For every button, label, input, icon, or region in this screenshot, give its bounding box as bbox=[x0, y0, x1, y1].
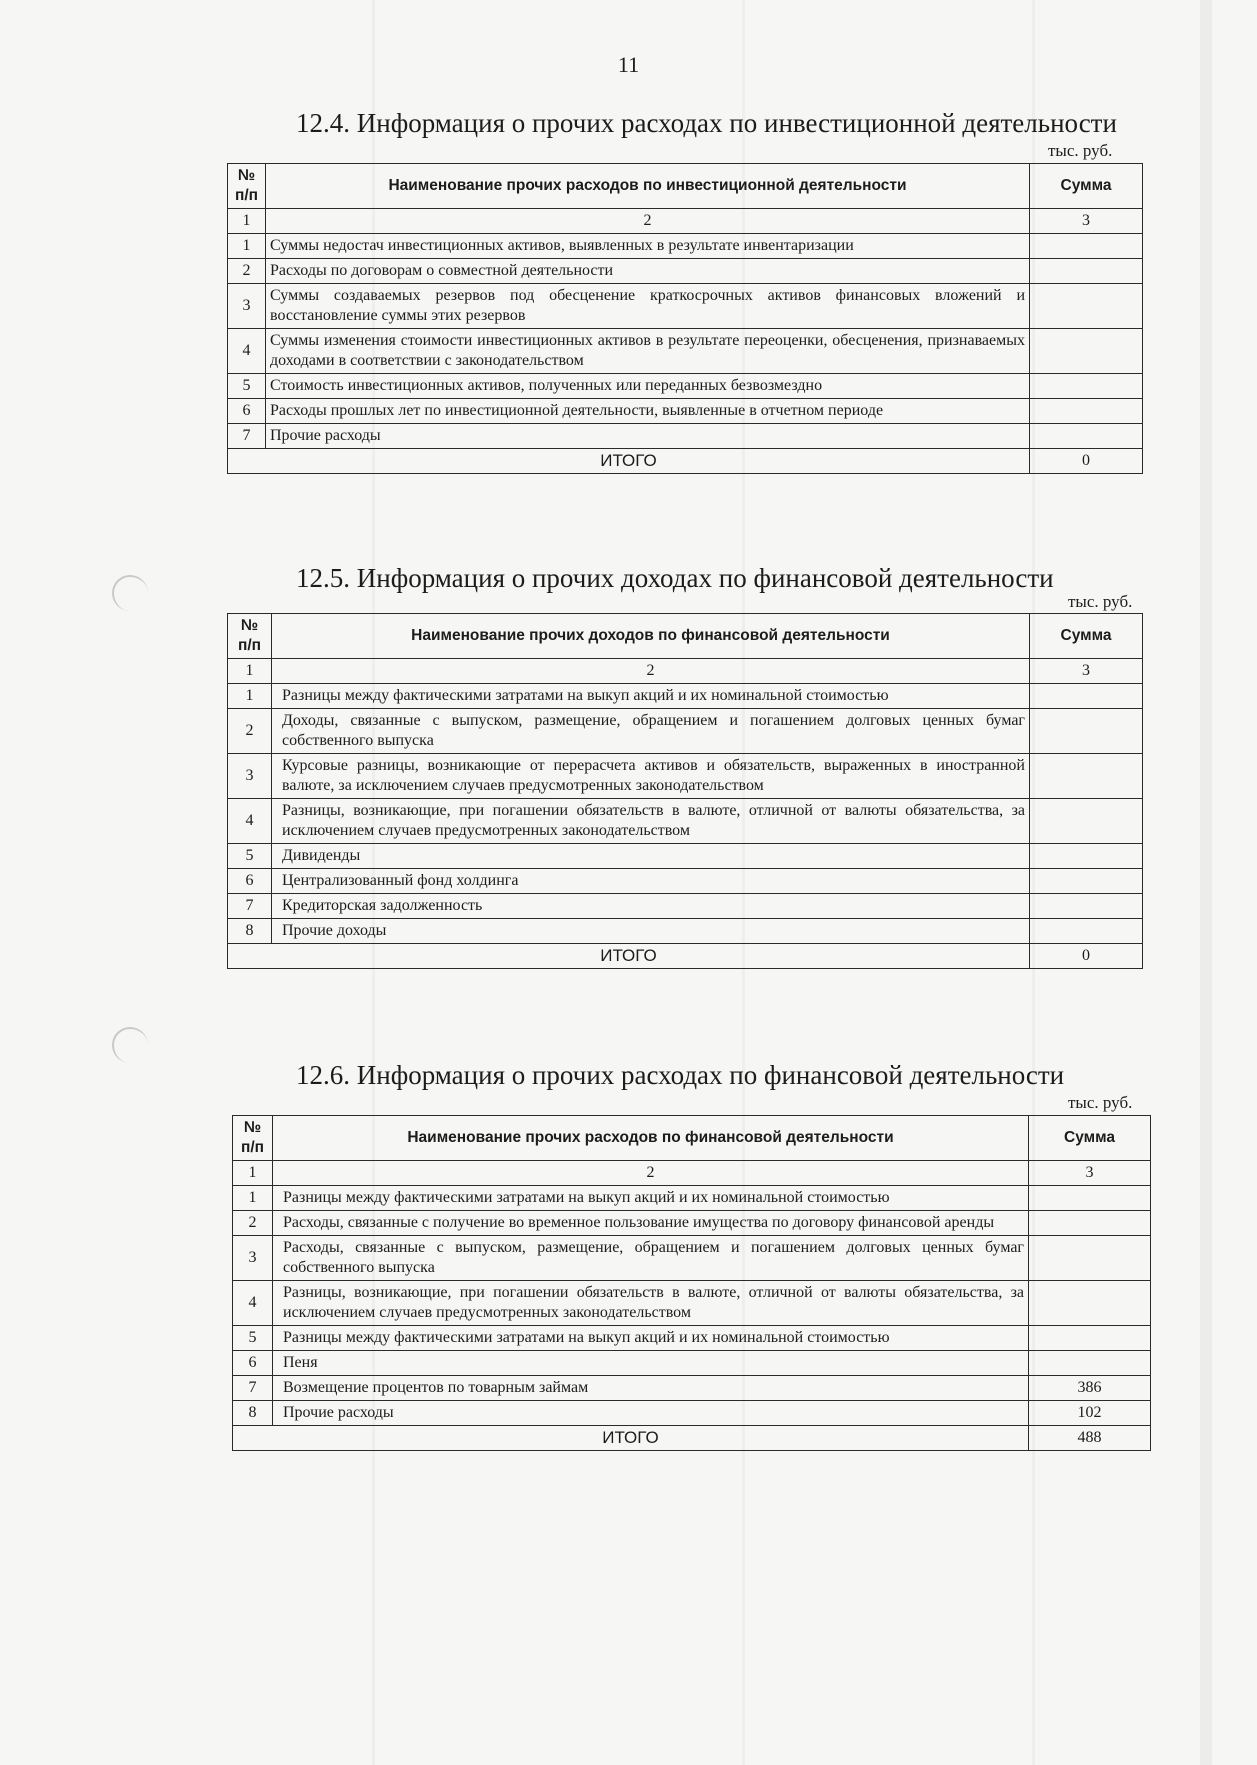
row-description: Суммы создаваемых резервов под обесценение краткосрочных активов финансовых вложений и восстановление суммы этих резервов bbox=[266, 284, 1030, 329]
row-description: Прочие расходы bbox=[266, 424, 1030, 449]
row-number: 4 bbox=[233, 1281, 273, 1326]
row-description: Разницы, возникающие, при погашении обязательств в валюте, отличной от валюты обязательства, за исключением случаев предусмотренных законодательством bbox=[272, 799, 1030, 844]
column-index-row bbox=[233, 1161, 1151, 1186]
row-sum bbox=[1030, 424, 1143, 449]
column-header-number: № п/п bbox=[233, 1116, 273, 1161]
row-description: Прочие расходы bbox=[273, 1401, 1029, 1426]
row-number: 5 bbox=[233, 1326, 273, 1351]
column-header-name: Наименование прочих расходов по инвестиционной деятельности bbox=[266, 164, 1030, 209]
row-number: 1 bbox=[233, 1186, 273, 1211]
row-number: 3 bbox=[228, 754, 272, 799]
row-sum bbox=[1029, 1351, 1151, 1376]
row-description: Разницы между фактическими затратами на выкуп акций и их номинальной стоимостью bbox=[273, 1326, 1029, 1351]
total-row bbox=[228, 449, 1143, 474]
column-index: 2 bbox=[266, 209, 1030, 234]
row-description: Расходы, связанные с получение во временное пользование имущества по договору финансовой аренды bbox=[273, 1211, 1029, 1236]
row-number: 7 bbox=[233, 1376, 273, 1401]
header-row bbox=[228, 614, 1143, 659]
table-row bbox=[233, 1186, 1151, 1211]
table-row bbox=[228, 234, 1143, 259]
column-header-name: Наименование прочих расходов по финансовой деятельности bbox=[273, 1116, 1029, 1161]
financial-income-table bbox=[227, 613, 1143, 969]
column-index: 1 bbox=[228, 209, 266, 234]
row-sum bbox=[1030, 869, 1143, 894]
table-row bbox=[228, 844, 1143, 869]
table-row bbox=[228, 424, 1143, 449]
row-description: Прочие доходы bbox=[272, 919, 1030, 944]
unit-label: тыс. руб. bbox=[1068, 592, 1133, 611]
row-number: 8 bbox=[233, 1401, 273, 1426]
row-sum bbox=[1030, 329, 1143, 374]
row-sum bbox=[1030, 709, 1143, 754]
table-row bbox=[233, 1281, 1151, 1326]
total-row bbox=[233, 1426, 1151, 1451]
table-row bbox=[233, 1326, 1151, 1351]
row-number: 7 bbox=[228, 424, 266, 449]
table-row bbox=[233, 1211, 1151, 1236]
column-index: 3 bbox=[1030, 659, 1143, 684]
row-number: 2 bbox=[228, 259, 266, 284]
row-description: Расходы прошлых лет по инвестиционной деятельности, выявленные в отчетном периоде bbox=[266, 399, 1030, 424]
column-index-row bbox=[228, 659, 1143, 684]
row-number: 6 bbox=[228, 869, 272, 894]
punch-hole-mark bbox=[112, 1027, 148, 1063]
total-label: ИТОГО bbox=[233, 1426, 1029, 1451]
column-header-number: № п/п bbox=[228, 614, 272, 659]
row-description: Суммы недостач инвестиционных активов, выявленных в результате инвентаризации bbox=[266, 234, 1030, 259]
row-sum bbox=[1030, 399, 1143, 424]
row-sum bbox=[1030, 374, 1143, 399]
column-index: 1 bbox=[233, 1161, 273, 1186]
total-row bbox=[228, 944, 1143, 969]
total-label: ИТОГО bbox=[228, 944, 1030, 969]
row-description: Централизованный фонд холдинга bbox=[272, 869, 1030, 894]
section-title: 12.6. Информация о прочих расходах по финансовой деятельности bbox=[296, 1060, 1065, 1090]
row-number: 5 bbox=[228, 844, 272, 869]
row-description: Возмещение процентов по товарным займам bbox=[273, 1376, 1029, 1401]
row-number: 5 bbox=[228, 374, 266, 399]
row-number: 4 bbox=[228, 799, 272, 844]
table-row bbox=[228, 754, 1143, 799]
column-header-number: № п/п bbox=[228, 164, 266, 209]
table-row bbox=[228, 799, 1143, 844]
header-row bbox=[228, 164, 1143, 209]
row-description: Суммы изменения стоимости инвестиционных активов в результате переоценки, обесценения, признаваемых доходами в соответствии с законодательством bbox=[266, 329, 1030, 374]
table-row bbox=[228, 259, 1143, 284]
table-row bbox=[228, 329, 1143, 374]
row-sum bbox=[1030, 754, 1143, 799]
row-description: Разницы между фактическими затратами на выкуп акций и их номинальной стоимостью bbox=[273, 1186, 1029, 1211]
column-header-name: Наименование прочих доходов по финансовой деятельности bbox=[272, 614, 1030, 659]
row-sum bbox=[1030, 684, 1143, 709]
total-sum: 488 bbox=[1029, 1426, 1151, 1451]
row-sum bbox=[1029, 1236, 1151, 1281]
row-description: Расходы, связанные с выпуском, размещение, обращением и погашением долговых ценных бумаг собственного выпуска bbox=[273, 1236, 1029, 1281]
row-sum bbox=[1029, 1186, 1151, 1211]
row-description: Расходы по договорам о совместной деятельности bbox=[266, 259, 1030, 284]
column-index: 1 bbox=[228, 659, 272, 684]
page-number: 11 bbox=[617, 52, 640, 77]
column-index: 3 bbox=[1030, 209, 1143, 234]
row-number: 6 bbox=[233, 1351, 273, 1376]
table-row bbox=[228, 869, 1143, 894]
unit-label: тыс. руб. bbox=[1068, 1093, 1133, 1112]
row-number: 6 bbox=[228, 399, 266, 424]
row-sum bbox=[1029, 1326, 1151, 1351]
row-description: Разницы между фактическими затратами на выкуп акций и их номинальной стоимостью bbox=[272, 684, 1030, 709]
table-row bbox=[228, 709, 1143, 754]
table-row bbox=[228, 374, 1143, 399]
row-description: Разницы, возникающие, при погашении обязательств в валюте, отличной от валюты обязательства, за исключением случаев предусмотренных законодательством bbox=[273, 1281, 1029, 1326]
table-row bbox=[228, 684, 1143, 709]
table-row bbox=[228, 399, 1143, 424]
row-number: 3 bbox=[233, 1236, 273, 1281]
row-description: Дивиденды bbox=[272, 844, 1030, 869]
row-number: 2 bbox=[228, 709, 272, 754]
row-sum bbox=[1029, 1281, 1151, 1326]
row-description: Доходы, связанные с выпуском, размещение, обращением и погашением долговых ценных бумаг собственного выпуска bbox=[272, 709, 1030, 754]
row-number: 4 bbox=[228, 329, 266, 374]
row-sum: 386 bbox=[1029, 1376, 1151, 1401]
punch-hole-mark bbox=[112, 575, 148, 611]
row-sum bbox=[1030, 799, 1143, 844]
investment-expenses-table bbox=[227, 163, 1143, 474]
row-sum bbox=[1030, 259, 1143, 284]
table-row bbox=[228, 919, 1143, 944]
row-number: 8 bbox=[228, 919, 272, 944]
row-number: 7 bbox=[228, 894, 272, 919]
row-sum bbox=[1030, 894, 1143, 919]
column-index: 3 bbox=[1029, 1161, 1151, 1186]
section-title: 12.5. Информация о прочих доходах по финансовой деятельности bbox=[296, 563, 1054, 593]
column-index: 2 bbox=[273, 1161, 1029, 1186]
row-number: 1 bbox=[228, 684, 272, 709]
column-index-row bbox=[228, 209, 1143, 234]
table-row bbox=[233, 1401, 1151, 1426]
financial-expenses-table bbox=[232, 1115, 1151, 1451]
row-number: 2 bbox=[233, 1211, 273, 1236]
total-label: ИТОГО bbox=[228, 449, 1030, 474]
column-header-sum: Сумма bbox=[1030, 614, 1143, 659]
row-number: 3 bbox=[228, 284, 266, 329]
table-row bbox=[233, 1236, 1151, 1281]
row-sum: 102 bbox=[1029, 1401, 1151, 1426]
table-row bbox=[228, 894, 1143, 919]
table-row bbox=[233, 1376, 1151, 1401]
row-sum bbox=[1030, 919, 1143, 944]
row-description: Кредиторская задолженность bbox=[272, 894, 1030, 919]
unit-label: тыс. руб. bbox=[1048, 141, 1113, 160]
column-header-sum: Сумма bbox=[1029, 1116, 1151, 1161]
column-header-sum: Сумма bbox=[1030, 164, 1143, 209]
row-sum bbox=[1029, 1211, 1151, 1236]
table-row bbox=[233, 1351, 1151, 1376]
row-sum bbox=[1030, 844, 1143, 869]
row-description: Курсовые разницы, возникающие от перерасчета активов и обязательств, выраженных в иностранной валюте, за исключением случаев предусмотренных законодательством bbox=[272, 754, 1030, 799]
row-number: 1 bbox=[228, 234, 266, 259]
row-description: Стоимость инвестиционных активов, полученных или переданных безвозмездно bbox=[266, 374, 1030, 399]
table-row bbox=[228, 284, 1143, 329]
row-sum bbox=[1030, 284, 1143, 329]
row-description: Пеня bbox=[273, 1351, 1029, 1376]
section-title: 12.4. Информация о прочих расходах по инвестиционной деятельности bbox=[296, 108, 1117, 138]
header-row bbox=[233, 1116, 1151, 1161]
total-sum: 0 bbox=[1030, 944, 1143, 969]
column-index: 2 bbox=[272, 659, 1030, 684]
row-sum bbox=[1030, 234, 1143, 259]
total-sum: 0 bbox=[1030, 449, 1143, 474]
